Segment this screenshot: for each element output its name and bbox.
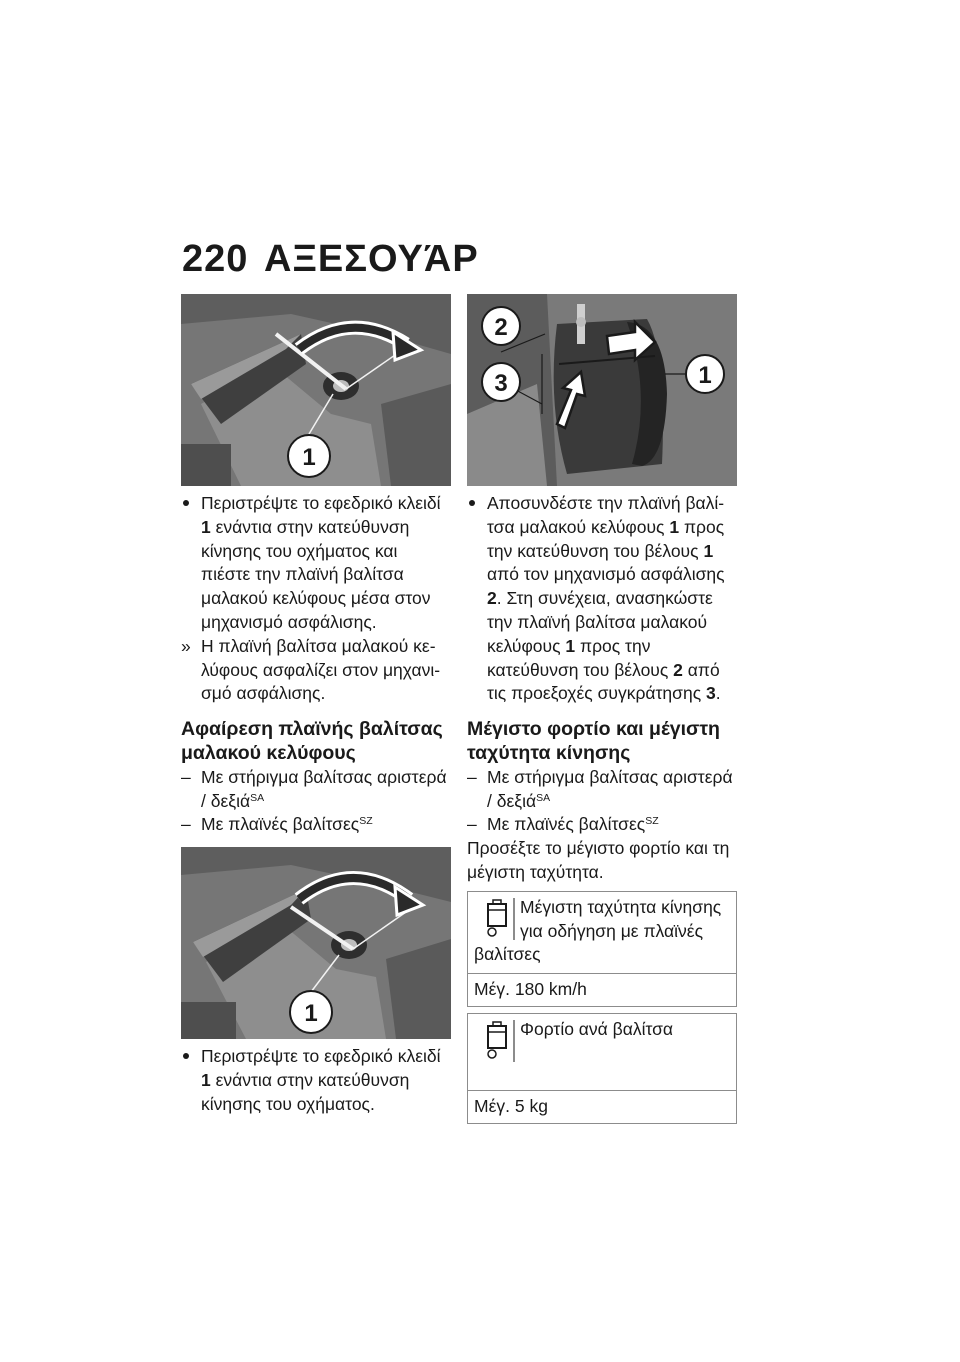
- callout-2: 2: [494, 314, 508, 341]
- right-column: [467, 294, 737, 1124]
- instruction-step: Αποσυνδέστε την πλαϊνή βαλίτσα μαλακού κελύφους 1 προς την κατεύθυνση του βέλους 1 από τον μηχανισμό ασφάλισης 2. Στη συνέχεια, ανασηκώστε την πλαϊνή βαλίτσα μαλακού κελύφους 1 προς την κατεύθυνση του βέλους 2 από τις προεξοχές συγκράτησης 3.: [467, 492, 737, 706]
- page-header: [182, 238, 479, 281]
- section-heading: Μέγιστο φορτίο και μέγιστη ταχύτητα κίνησης: [467, 718, 720, 764]
- instruction-step: Περιστρέψτε το εφεδρικό κλειδί 1 ενάντια στην κατεύθυνση κίνησης του οχήματος και πιέστε την πλαϊνή βαλίτσα μαλακού κελύφους μέσα στον μηχανισμό ασφάλισης.: [181, 492, 451, 635]
- spec-load-per-case: Φορτίο ανά βαλίτσα Μέγ. 5 kg: [467, 1013, 737, 1124]
- left-column: [181, 294, 451, 1117]
- condition-item: – Με πλαϊνές βαλίτσες$^{SZ}$: [181, 814, 373, 835]
- chapter-title: ΑΞΕΣΟΥΆΡ: [264, 238, 479, 280]
- spec-max-speed: Μέγιστη ταχύτητα κίνησης για οδήγηση με πλαϊνές βαλίτσες Μέγ. 180 km/h: [467, 891, 737, 1007]
- callout-1: 1: [302, 444, 316, 471]
- condition-item: – Με στήριγμα βαλίτσας αριστερά / δεξιά$^{SA}$: [467, 766, 733, 811]
- callout-1: 1: [698, 362, 712, 389]
- condition-item: – Με στήριγμα βαλίτσας αριστερά / δεξιά$^{SA}$: [181, 766, 447, 811]
- bullet-dot: [183, 500, 189, 506]
- callout-1: 1: [304, 1000, 318, 1028]
- note-text: Προσέξτε το μέγιστο φορτίο και τη μέγιστη ταχύτητα.: [467, 838, 730, 882]
- callout-3: 3: [494, 370, 508, 397]
- condition-item: – Με πλαϊνές βαλίτσες$^{SZ}$: [467, 814, 659, 835]
- photo-key-insert: [181, 294, 451, 486]
- instruction-result: » Η πλαϊνή βαλίτσα μαλακού κελύφους ασφαλίζει στον μηχανισμό ασφάλισης.: [181, 635, 441, 704]
- section-heading: Αφαίρεση πλαϊνής βαλίτσας μαλακού κελύφους: [181, 718, 443, 764]
- photo-case-removal: [467, 294, 737, 486]
- suitcase-weight-icon: [474, 1018, 520, 1064]
- bullet-dot: [469, 500, 475, 506]
- suitcase-speed-icon: [474, 896, 520, 942]
- page-number: 220: [182, 238, 249, 280]
- instruction-step: Περιστρέψτε το εφεδρικό κλειδί 1 ενάντια στην κατεύθυνση κίνησης του οχήματος.: [181, 1045, 451, 1116]
- photo-key-remove: [181, 847, 451, 1039]
- bullet-dot: [183, 1053, 189, 1059]
